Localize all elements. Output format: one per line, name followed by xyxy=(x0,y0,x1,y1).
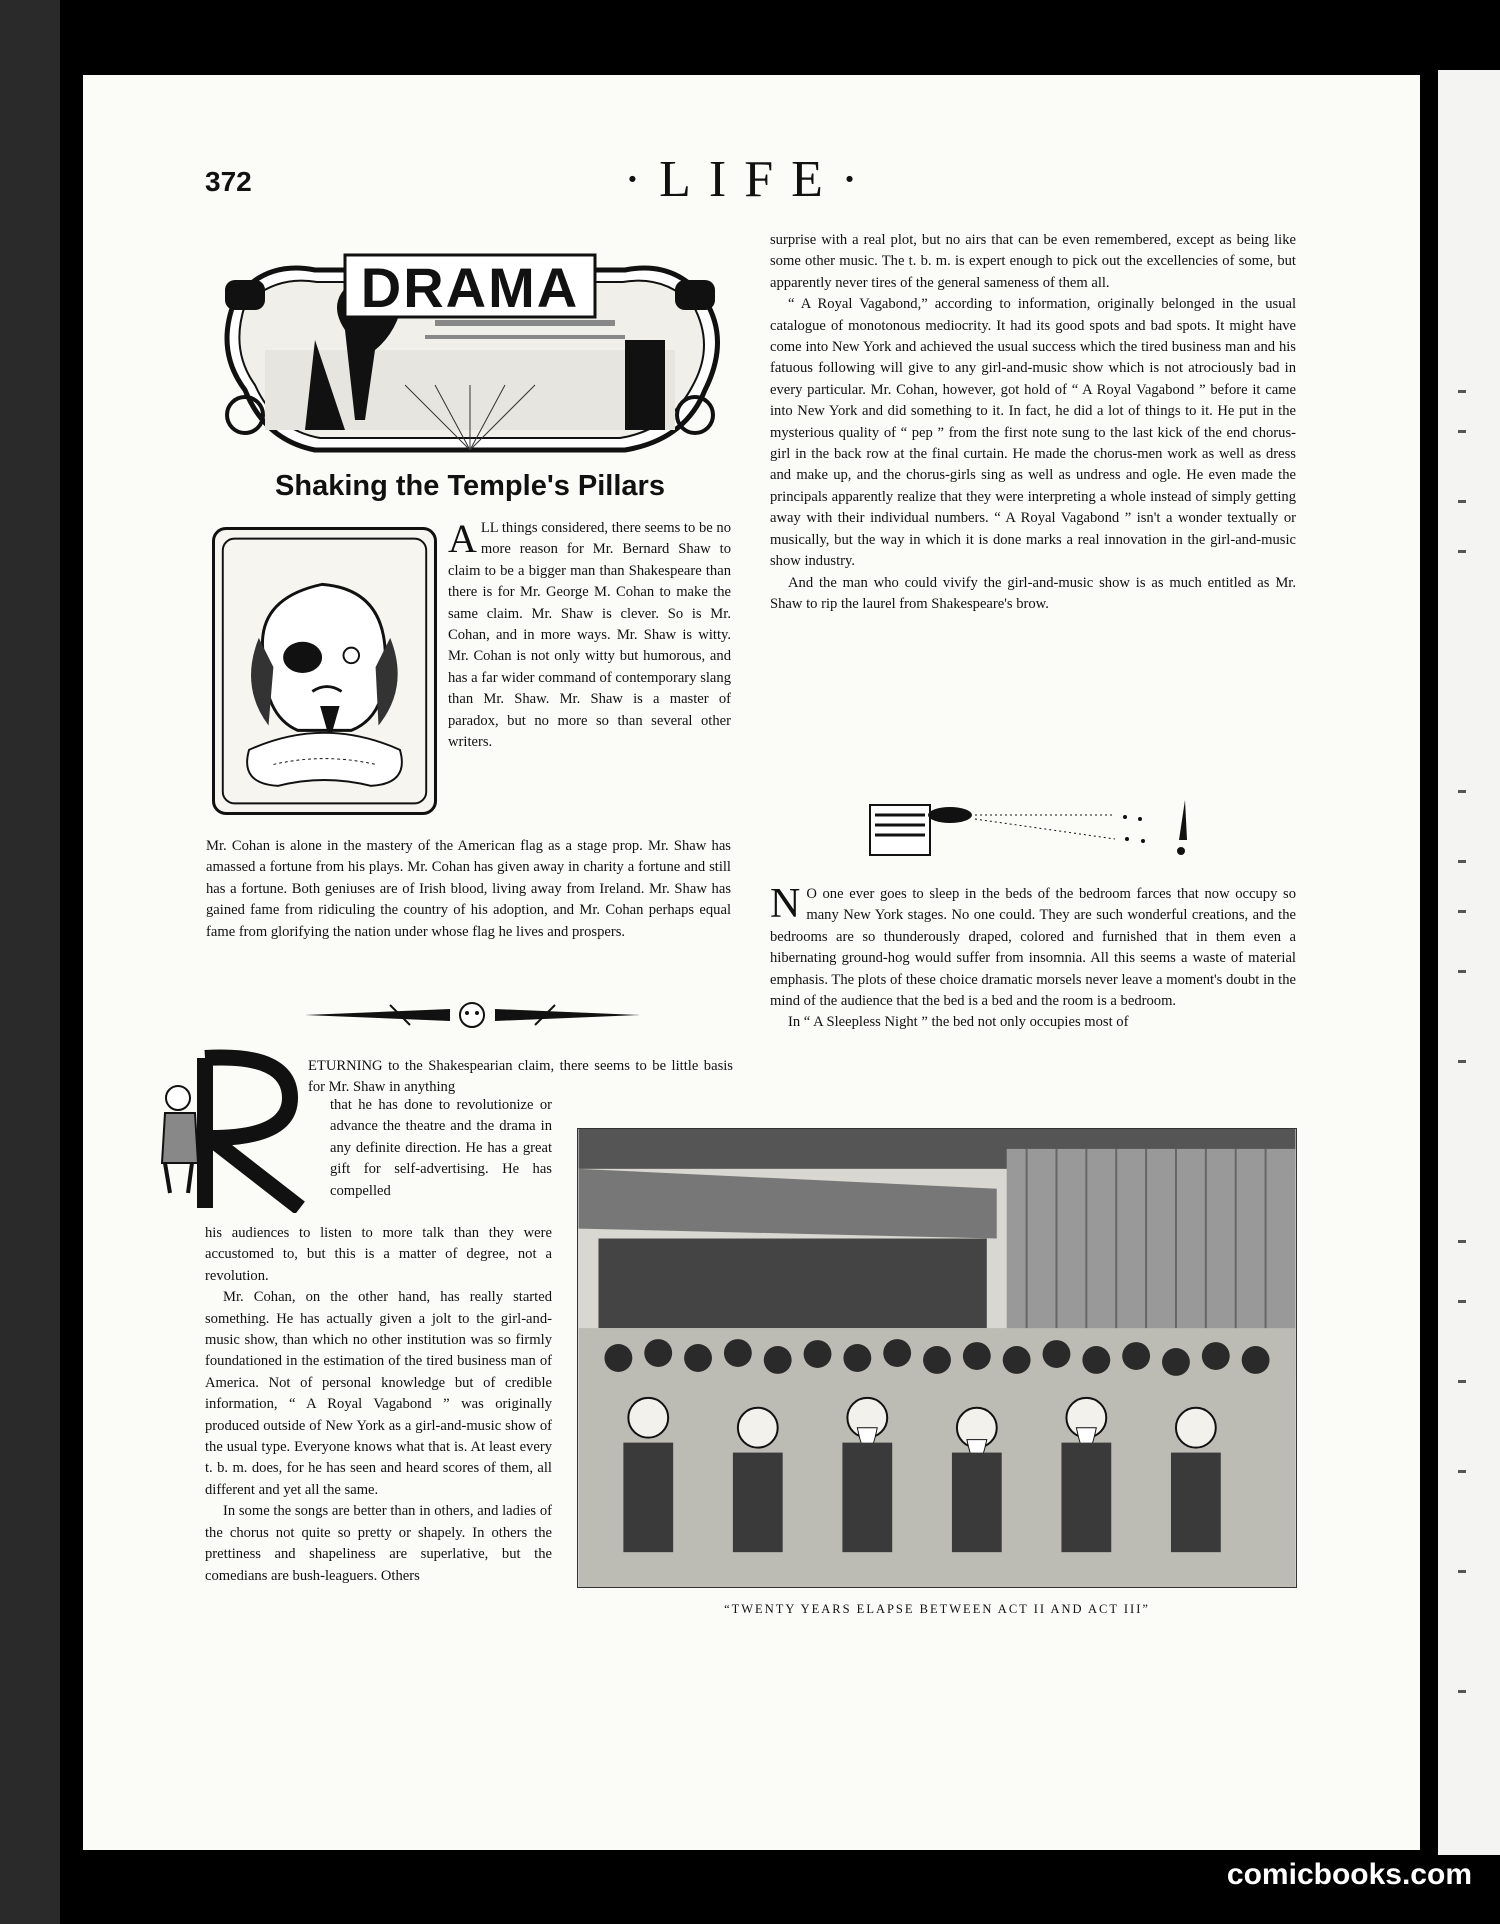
crossed-swords-ornament xyxy=(300,995,645,1035)
drama-banner-title: DRAMA xyxy=(360,256,580,319)
masthead-life: ·LIFE· xyxy=(623,151,877,208)
songs-paragraph: In some the songs are better than in others, and ladies of the chorus not quite so pretty or shapely. In others the prettiness and shapeliness are superlative, but the comedians are bush-leaguers. Others xyxy=(205,1503,552,1584)
adjacent-page-edge xyxy=(1438,70,1500,1855)
sleepless-night-paragraph: In “ A Sleepless Night ” the bed not only occupies most of xyxy=(788,1014,1129,1031)
returning-paragraph-end: his audiences to listen to more talk than they were accustomed to, but this is a matter of degree, not a revolution. xyxy=(205,1225,552,1284)
illustration-caption: “TWENTY YEARS ELAPSE BETWEEN ACT II AND ACT III” xyxy=(724,1602,1150,1616)
column1-r-paragraph-narrow xyxy=(330,1095,552,1202)
sleeper-exclamation-illustration xyxy=(865,795,1205,861)
returning-paragraph-start: ETURNING to the Shakespearian claim, there seems to be little basis for Mr. Shaw in anything xyxy=(308,1058,733,1096)
watermark: comicbooks.com xyxy=(1226,1858,1472,1891)
column2-bottom-text xyxy=(770,881,1296,1034)
bedroom-farces-paragraph: O one ever goes to sleep in the beds of the bedroom farces that now occupy so many New York stages. No one could. They are such wonderful creations, and the bedrooms are so thunderously draped, colored and furnished that in them even a hibernating ground-hog would suffer from insomnia. All this seems a waste of material emphasis. The plots of these choice dramatic morsels never leave a moment's doubt in the mind of the audience that the bed is a bed and the room is a bedroom. xyxy=(770,886,1296,1010)
royal-vagabond-paragraph: “ A Royal Vagabond,” according to information, originally belonged in the usual catalogue of monotonous mediocrity. It had its good spots and bad spots. It might have come into New York and achieved the usual success which the tired business man and his fatuous following will give to any girl-and-music show which is not atrociously bad in every particular. Mr. Cohan, however, got hold of “ A Royal Vagabond ” before it came into New York and did something to it. In fact, he did a lot of things to it. He put in the mysterious quality of “ pep ” from the first note sung to the last kick of the end chorus-girl in the back row at the final curtain. He made the chorus-men work as well as dress and make up, and the chorus-girls sing as well as undress and ogle. He even made the principals apparently realize that they were interpreting a whole instead of simply getting away with their individual numbers. “ A Royal Vagabond ” isn't a wonder textually or musically, but the way in which it is done marks a real innovation in the girl-and-music show industry. xyxy=(770,296,1296,570)
theater-audience-illustration xyxy=(577,1128,1297,1588)
vivify-paragraph: And the man who could vivify the girl-and-music show is as much entitled as Mr. Shaw to rip the laurel from Shakespeare's brow. xyxy=(770,574,1296,612)
drop-cap-a: A xyxy=(448,516,477,561)
page-number: 372 xyxy=(205,166,252,197)
column1-intro-text xyxy=(448,518,731,753)
column1-r-paragraph-top xyxy=(308,1056,733,1099)
column1-bottom-text xyxy=(205,1223,552,1587)
intro-paragraph: LL things considered, there seems to be no more reason for Mr. Bernard Shaw to claim to be a bigger man than Shakespeare than there is for Mr. George M. Cohan to make the same claim. Mr. Shaw is clever. So is Mr. Cohan, and in more ways. Mr. Shaw is witty. Mr. Cohan is not only witty but humorous, and has a far wider command of contemporary slang than Mr. Shaw. Mr. Shaw is a master of paradox, but no more so than several other writers. xyxy=(448,520,731,751)
cohan-jolt-paragraph: Mr. Cohan, on the other hand, has really started something. He has actually given a jolt to the girl-and-music show, than which no other institution was so firmly foundationed in the estimation of the tired business man of America. Not of personal knowledge but of credible information, “ A Royal Vagabond ” was originally produced outside of New York as a girl-and-music show of the usual type. Everyone knows what that is. At least every t. b. m. does, for he has seen and heard scores of them, all different and yet all the same. xyxy=(205,1289,552,1498)
article-headline: Shaking the Temple's Pillars xyxy=(275,470,665,502)
drop-cap-r-with-figure xyxy=(150,1043,310,1213)
scan-left-edge xyxy=(0,0,60,1924)
drop-cap-n: N xyxy=(770,881,801,927)
shakespeare-caricature-portrait xyxy=(212,527,437,815)
column2-top-text xyxy=(770,230,1296,615)
column1-wide-text xyxy=(206,836,731,943)
surprise-paragraph: surprise with a real plot, but no airs that can be even remembered, except as being like some other music. The t. b. m. is expert enough to pick out the excellencies of some, but apparently never tires of the general sameness of them all. xyxy=(770,232,1296,291)
cohan-flag-paragraph: Mr. Cohan is alone in the mastery of the American flag as a stage prop. Mr. Shaw has amassed a fortune from his plays. Mr. Cohan has given away in charity a fortune and still has a fortune. Both geniuses are of Irish blood, living away from Ireland. Mr. Shaw has gained fame from ridiculing the country of his adoption, and Mr. Cohan perhaps equal fame from glorifying the nation under whose flag he lives and prospers. xyxy=(206,838,731,940)
drama-banner-illustration xyxy=(205,240,735,460)
returning-paragraph-middle: that he has done to revolutionize or advance the theatre and the drama in any definite direction. He has a great gift for self-advertising. He has compelled xyxy=(330,1097,552,1199)
